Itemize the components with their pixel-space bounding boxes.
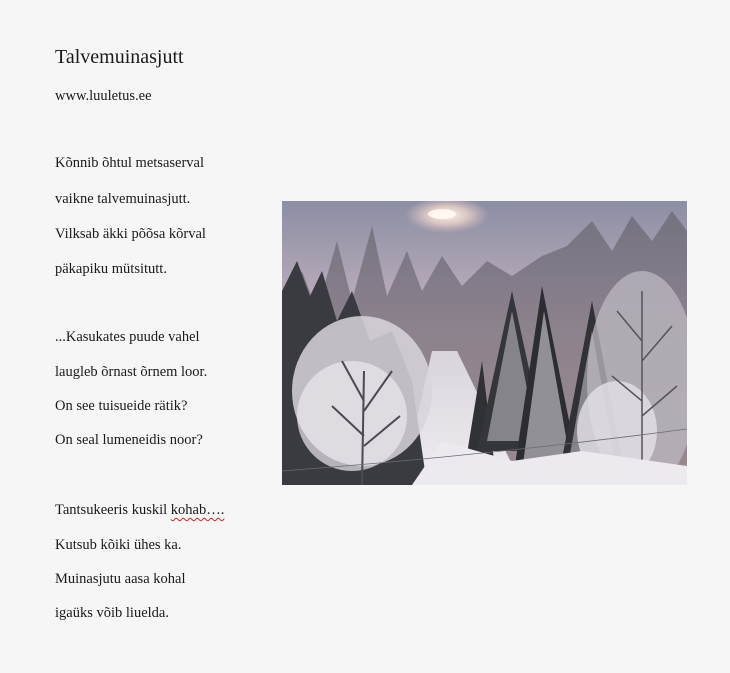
poem-line: igaüks võib liuelda. — [55, 605, 169, 621]
poem-line-text: Tantsukeeris kuskil — [55, 502, 171, 518]
winter-forest-photo — [282, 201, 687, 485]
source-url[interactable]: www.luuletus.ee — [55, 88, 152, 104]
poem-line — [55, 500, 224, 520]
poem-title: Talvemuinasjutt — [55, 46, 184, 68]
poem-line: Kutsub kõiki ühes ka. — [55, 537, 182, 553]
winter-forest-image — [282, 201, 687, 485]
poem-line: On seal lumeneidis noor? — [55, 432, 203, 448]
poem-line: Vilksab äkki põõsa kõrval — [55, 226, 206, 242]
poem-line: Muinasjutu aasa kohal — [55, 571, 186, 587]
poem-line: vaikne talvemuinasjutt. — [55, 191, 191, 207]
poem-line: Kõnnib õhtul metsaserval — [55, 155, 205, 171]
poem-line: On see tuisueide rätik? — [55, 398, 188, 414]
poem-line: ...Kasukates puude vahel — [55, 329, 200, 345]
poem-line: päkapiku mütsitutt. — [55, 261, 167, 277]
spellcheck-marked-word[interactable]: kohab…. — [170, 502, 225, 518]
poem-line: laugleb õrnast õrnem loor. — [55, 364, 208, 380]
